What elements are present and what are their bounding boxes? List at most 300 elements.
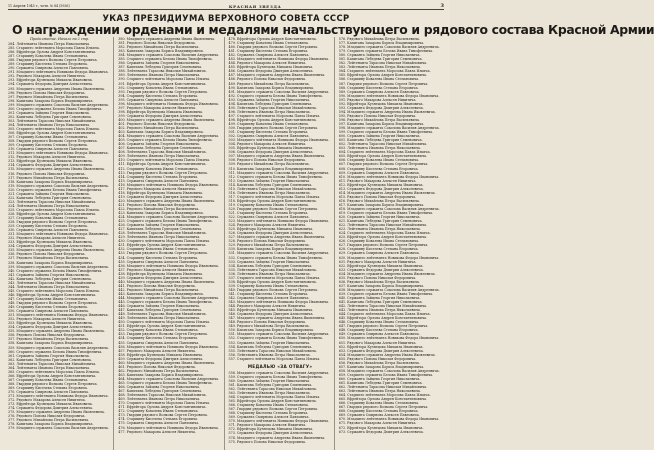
award-entry: 308. Гвардии рядового Волкова Сергея Петровича. (8, 139, 98, 144)
award-entry: 494. Капитана Лебедева Григория Семеновича. (228, 101, 313, 106)
award-entry: 459. Сержанта Федорова Дмитрия Алексеевича. (118, 356, 204, 361)
award-entry: 665. Ефрейтора Орлова Андрея Константиновича. (338, 397, 428, 402)
award-entry: 440. Младшего сержанта Андреева Ивана Яковлевича. (118, 279, 216, 284)
award-entry: 442. Рядового Михайлова Петра Васильевича. (118, 287, 200, 292)
award-entry: 349. Старшину Киселева Степана Егоровича. (8, 305, 88, 310)
award-entry: 618. Младшего сержанта Соколова Василия Андреевича. (338, 206, 440, 211)
award-entry: 397. Рядового Макарова Алексея Никитича. (118, 105, 196, 110)
award-entry: 465. Старшего сержанта Белова Ивана Тимофеевича. (118, 380, 213, 385)
award-entry: 433. Гвардии рядового Волкова Сергея Петровича. (118, 251, 208, 256)
award-entry: 562. Лейтенанта Тарасова Николая Михайловича. (228, 386, 317, 391)
award-entry: 483. Младшего лейтенанта Новикова Федора Ивановича. (228, 57, 330, 62)
award-entry: 435. Сержанта Смирнова Алексея Павловича. (118, 259, 200, 264)
award-entry: 360. Старшего сержанта Белова Ивана Тимофеевича. (8, 349, 103, 354)
award-entry: 439. Сержанта Федорова Дмитрия Алексеевича. (118, 275, 204, 280)
award-entry: 574. Младшего сержанта Андреева Ивана Яковлевича. (228, 435, 326, 440)
award-entry: 472. Старшину Ковалева Ивана Степановича. (118, 409, 199, 414)
award-entry: 640. Сержанта Зайцева Георгия Николаевича. (338, 296, 421, 300)
award-entry: 449. Лейтенанта Иванова Петра Николаевича. (118, 316, 201, 321)
award-entry: 286. Ефрейтора Орлова Андрея Константиновича. (8, 50, 97, 55)
entry-list (8, 42, 111, 431)
award-entry: 305. Старшего лейтенанта Морозова Павла Ильича. (8, 126, 100, 131)
award-entry: 400. Младшего сержанта Андреева Ивана Яковлевича. (118, 117, 216, 122)
award-entry: 583. Лейтенанта Иванова Петра Николаевича. (338, 65, 421, 70)
award-entry: 492. Старшего сержанта Белова Ивана Тимофеевича. (228, 93, 323, 98)
award-entry: 454. Старшину Киселева Степана Егоровича. (118, 336, 199, 341)
award-entry: 415. Сержанта Смирнова Алексея Павловича. (118, 178, 200, 183)
award-entry: 604. Старшего лейтенанта Морозова Павла Ильича. (338, 150, 431, 155)
award-entry: 335. Младшего сержанта Андреева Ивана Яковлевича. (8, 248, 105, 253)
award-entry: 592. Ефрейтора Кузнецова Михаила Ивановича. (338, 101, 424, 106)
award-entry: 657. Капитана Захарова Бориса Владимировича. (338, 364, 425, 369)
award-entry: 404. Младшего сержанта Соколова Василия Андреевича. (118, 134, 220, 139)
award-entry: 490. Капитана Захарова Бориса Владимировича. (228, 85, 315, 90)
award-entry: 548. Рядового Попова Николая Федоровича. (228, 320, 307, 325)
award-entry: 448. Лейтенанта Тарасова Николая Михайловича. (118, 312, 207, 317)
award-entry: 661. Капитана Лебедева Григория Семеновича. (338, 380, 423, 385)
award-entry: 624. Старшего лейтенанта Морозова Павла Ильича. (338, 231, 431, 236)
award-entry: 512. Старшего сержанта Белова Ивана Тимофеевича. (228, 174, 323, 179)
award-entry: 401. Рядового Попова Николая Федоровича. (118, 121, 196, 126)
award-entry: 370. Сержанта Смирнова Алексея Павловича. (8, 390, 90, 395)
award-entry: 535. Лейтенанта Тарасова Николая Михайловича. (228, 267, 317, 272)
award-entry: 407. Капитана Лебедева Григория Семеновича. (118, 146, 203, 151)
award-entry: 284. Лейтенанта Иванова Петра Николаевича. (8, 42, 91, 46)
award-entry: 658. Младшего сержанта Соколова Василия Андреевича. (338, 368, 440, 373)
entry-list (229, 371, 332, 444)
award-entry: 488. Рядового Попова Николая Федоровича. (228, 77, 307, 82)
award-entry: 491. Младшего сержанта Соколова Василия Андреевича. (228, 89, 330, 94)
award-entry: 469. Лейтенанта Иванова Петра Николаевича. (118, 397, 201, 402)
award-entry: 319. Младшего сержанта Соколова Василия Андреевича. (8, 183, 109, 188)
award-entry: 310. Сержанта Смирнова Алексея Павловича. (8, 147, 90, 152)
award-entry: 417. Рядового Макарова Алексея Никитича. (118, 186, 196, 191)
award-entry: 385. Старшего сержанта Белова Ивана Тимофеевича. (118, 57, 213, 62)
award-entry: 615. Рядового Попова Николая Федоровича. (338, 194, 417, 199)
award-entry: 633. Сержанта Федорова Дмитрия Алексеевича. (338, 267, 424, 272)
award-entry: 609. Сержанта Смирнова Алексея Павловича. (338, 170, 420, 175)
award-entry: 426. Сержанта Зайцева Георгия Николаевича. (118, 223, 201, 228)
award-entry: 558. Младшего сержанта Соколова Василия Андреевича. (228, 370, 330, 375)
award-entry: 355. Младшего сержанта Андреева Ивана Яковлевича. (8, 329, 105, 334)
award-entry: 646. Старшину Ковалева Ивана Степановича. (338, 320, 420, 325)
award-entry: 651. Рядового Макарова Алексея Никитича. (338, 340, 417, 345)
award-entry: 605. Ефрейтора Орлова Андрея Константиновича. (338, 154, 428, 159)
award-entry: 531. Младшего сержанта Соколова Василия Андреевича. (228, 251, 330, 256)
award-entry: 361. Сержанта Зайцева Георгия Николаевича. (8, 353, 90, 358)
award-entry: 570. Младшего лейтенанта Новикова Федора Ивановича. (228, 419, 330, 424)
award-entry: 313. Ефрейтора Кузнецова Михаила Ивановича. (8, 159, 93, 164)
award-entry: 285. Старшего лейтенанта Морозова Павла Ильича. (8, 46, 100, 51)
award-entry: 406. Сержанта Зайцева Георгия Николаевича. (118, 142, 201, 147)
award-entry: 422. Рядового Михайлова Петра Васильевича. (118, 206, 200, 211)
award-entry: 410. Старшего лейтенанта Морозова Павла Ильича. (118, 158, 211, 163)
award-entry: 591. Рядового Макарова Алексея Никитича. (338, 97, 417, 102)
award-entry: 429. Лейтенанта Иванова Петра Николаевича. (118, 235, 201, 240)
award-entry: 445. Старшего сержанта Белова Ивана Тимофеевича. (118, 300, 213, 305)
award-entry: 587. Гвардии рядового Волкова Сергея Петровича. (338, 81, 429, 86)
award-entry: 468. Лейтенанта Тарасова Николая Михайловича. (118, 393, 207, 398)
award-entry: 610. Младшего лейтенанта Новикова Федора Ивановича. (338, 174, 440, 179)
award-entry: 560. Сержанта Зайцева Георгия Николаевича. (228, 378, 311, 383)
award-entry: 518. Ефрейтора Орлова Андрея Константиновича. (228, 198, 317, 203)
award-entry: 670. Младшего лейтенанта Новикова Федора Ивановича. (338, 417, 440, 422)
award-entry: 457. Рядового Макарова Алексея Никитича. (118, 348, 196, 353)
award-entry: 344. Лейтенанта Иванова Петра Николаевича. (8, 284, 91, 289)
award-entry: 359. Младшего сержанта Соколова Василия Андреевича. (8, 345, 109, 350)
award-entry: 451. Ефрейтора Орлова Андрея Константиновича. (118, 324, 207, 329)
award-entry: 446. Сержанта Зайцева Георгия Николаевича. (118, 304, 201, 309)
award-entry: 351. Младшего лейтенанта Новикова Федора Ивановича. (8, 313, 109, 318)
award-entry: 299. Младшего сержанта Соколова Василия Андреевича. (8, 102, 109, 107)
award-entry: 585. Ефрейтора Орлова Андрея Константиновича. (338, 73, 428, 78)
award-entry: 617. Капитана Захарова Бориса Владимировича. (338, 202, 425, 207)
award-entry: 603. Лейтенанта Иванова Петра Николаевича. (338, 146, 421, 151)
award-entry: 520. Гвардии рядового Волкова Сергея Петровича. (228, 206, 319, 211)
award-entry: 547. Младшего сержанта Андреева Ивана Яковлевича. (228, 316, 326, 321)
award-entry: 568. Старшину Киселева Степана Егоровича. (228, 411, 309, 416)
award-entry: 297. Рядового Михайлова Петра Васильевича. (8, 94, 90, 99)
award-entry: 499. Старшину Ковалева Ивана Степановича. (228, 121, 309, 126)
award-entry: 666. Старшину Ковалева Ивана Степановича. (338, 401, 420, 406)
page-headline: О награждении орденами и медалями начальствующего и рядового состава Красной Армии (12, 22, 654, 37)
award-entry: 634. Младшего сержанта Андреева Ивана Яковлевича. (338, 271, 436, 276)
award-entry: 517. Старшего лейтенанта Морозова Павла Ильича. (228, 194, 321, 199)
award-entry: 546. Сержанта Федорова Дмитрия Алексеевича. (228, 312, 314, 317)
award-entry: 425. Старшего сержанта Белова Ивана Тимофеевича. (118, 219, 213, 224)
column-3 (229, 37, 335, 450)
award-entry: 338. Капитана Захарова Бориса Владимировича. (8, 260, 94, 265)
award-entry: 649. Сержанта Смирнова Алексея Павловича. (338, 332, 420, 337)
award-entry: 341. Сержанта Зайцева Георгия Николаевича. (8, 272, 90, 277)
award-entry: 642. Лейтенанта Тарасова Николая Михайловича. (338, 304, 428, 309)
award-entry: 589. Сержанта Смирнова Алексея Павловича. (338, 89, 420, 94)
award-entry: 477. Рядового Макарова Алексея Никитича. (118, 429, 196, 434)
award-entry: 373. Ефрейтора Кузнецова Михаила Ивановича. (8, 402, 93, 407)
award-entry: 533. Сержанта Зайцева Георгия Николаевича. (228, 259, 311, 264)
award-entry: 614. Младшего сержанта Андреева Ивана Яковлевича. (338, 190, 436, 195)
award-entry: 669. Сержанта Смирнова Алексея Павловича. (338, 413, 420, 418)
award-entry: 635. Рядового Попова Николая Федоровича. (338, 275, 417, 280)
award-entry: 431. Ефрейтора Орлова Андрея Константиновича. (118, 243, 207, 248)
award-entry: 662. Лейтенанта Тарасова Николая Михайловича. (338, 385, 428, 390)
entry-list (229, 37, 332, 361)
award-entry: 458. Ефрейтора Кузнецова Михаила Ивановича. (118, 352, 204, 357)
award-entry: 321. Сержанта Зайцева Георгия Николаевича. (8, 191, 90, 196)
award-entry: 414. Старшину Киселева Степана Егоровича. (118, 174, 199, 179)
award-entry: 523. Младшего лейтенанта Новикова Федора Ивановича. (228, 219, 330, 224)
award-entry: 399. Сержанта Федорова Дмитрия Алексеевича. (118, 113, 204, 118)
award-entry: 346. Ефрейтора Орлова Андрея Константиновича. (8, 292, 97, 297)
award-entry: 340. Старшего сержанта Белова Ивана Тимофеевича. (8, 268, 103, 273)
award-entry: 578. Младшего сержанта Соколова Василия Андреевича. (338, 45, 440, 50)
award-entry: 403. Капитана Захарова Бориса Владимировича. (118, 130, 204, 135)
award-entry: 381. Рядового Попова Николая Федоровича. (118, 41, 196, 46)
award-entry: 379. Младшего сержанта Соколова Василия Андреевича. (8, 426, 109, 431)
award-entry: 588. Старшину Киселева Степана Егоровича. (338, 85, 419, 90)
award-entry: 637. Капитана Захарова Бориса Владимировича. (338, 283, 425, 288)
award-entry: 367. Старшину Ковалева Ивана Степановича. (8, 377, 89, 382)
award-entry: 362. Капитана Лебедева Григория Семеновича. (8, 357, 92, 362)
award-entry: 631. Рядового Макарова Алексея Никитича. (338, 259, 417, 264)
column-2 (118, 37, 224, 450)
award-entry: 487. Младшего сержанта Андреева Ивана Яковлевича. (228, 73, 326, 78)
award-entry: 495. Лейтенанта Тарасова Николая Михайловича. (228, 105, 317, 110)
award-entry: 292. Рядового Макарова Алексея Никитича. (8, 74, 86, 79)
award-entry: 629. Сержанта Смирнова Алексея Павловича. (338, 251, 420, 256)
award-entry: 390. Старшего лейтенанта Морозова Павла Ильича. (118, 77, 211, 82)
entry-list (339, 37, 442, 434)
award-entry: 673. Сержанта Федорова Дмитрия Алексеевича. (338, 429, 424, 434)
award-entry: 369. Старшину Киселева Степана Егоровича. (8, 385, 88, 390)
award-entry: 296. Рядового Попова Николая Федоровича. (8, 90, 86, 95)
award-entry: 621. Капитана Лебедева Григория Семеновича. (338, 219, 423, 224)
award-entry: 470. Старшего лейтенанта Морозова Павла Ильича. (118, 401, 211, 406)
award-entry: 301. Сержанта Зайцева Георгия Николаевича. (8, 110, 90, 115)
award-entry: 581. Капитана Лебедева Григория Семеновича. (338, 57, 423, 62)
award-entry: 573. Сержанта Федорова Дмитрия Алексеевича. (228, 431, 314, 436)
award-entry: 330. Сержанта Смирнова Алексея Павловича. (8, 228, 90, 233)
award-entry: 601. Капитана Лебедева Григория Семеновича. (338, 138, 423, 143)
award-entry: 542. Сержанта Смирнова Алексея Павловича. (228, 296, 310, 300)
award-entry: 327. Старшину Ковалева Ивана Степановича. (8, 216, 89, 221)
award-entry: 396. Младшего лейтенанта Новикова Федора Ивановича. (118, 101, 219, 106)
award-entry: 294. Сержанта Федорова Дмитрия Алексеевича. (8, 82, 93, 87)
award-entry: 371. Младшего лейтенанта Новикова Федора Ивановича. (8, 394, 109, 399)
award-entry: 473. Гвардии рядового Волкова Сергея Петровича. (118, 413, 208, 418)
award-entry: 302. Капитана Лебедева Григория Семеновича. (8, 114, 92, 119)
award-entry: 530. Капитана Захарова Бориса Владимировича. (228, 247, 315, 252)
award-entry: 317. Рядового Михайлова Петра Васильевича. (8, 175, 90, 180)
award-entry: 315. Младшего сержанта Андреева Ивана Яковлевича. (8, 167, 105, 172)
award-entry: 374. Сержанта Федорова Дмитрия Алексеевича. (8, 406, 93, 411)
award-entry: 571. Рядового Макарова Алексея Никитича. (228, 423, 307, 428)
award-entry: 647. Гвардии рядового Волкова Сергея Петровича. (338, 324, 429, 329)
award-entry: 419. Сержанта Федорова Дмитрия Алексеевича. (118, 194, 204, 199)
award-entry: 579. Старшего сержанта Белова Ивана Тимофеевича. (338, 49, 434, 54)
award-entry: 293. Ефрейтора Кузнецова Михаила Ивановича. (8, 78, 93, 83)
award-entry: 489. Рядового Михайлова Петра Васильевича. (228, 81, 310, 86)
award-entry: 671. Рядового Макарова Алексея Никитича. (338, 421, 417, 426)
award-entry: 402. Рядового Михайлова Петра Васильевича. (118, 126, 200, 131)
award-entry: 619. Старшего сержанта Белова Ивана Тимофеевича. (338, 211, 434, 216)
award-entry: 510. Капитана Захарова Бориса Владимировича. (228, 166, 315, 171)
masthead (8, 3, 444, 10)
award-entry: 536. Лейтенанта Иванова Петра Николаевича. (228, 271, 311, 276)
award-entry: 443. Капитана Захарова Бориса Владимировича. (118, 291, 204, 296)
award-entry: 577. Капитана Захарова Бориса Владимировича. (338, 41, 425, 46)
award-entry: 608. Старшину Киселева Степана Егоровича. (338, 166, 419, 171)
award-entry: 580. Сержанта Зайцева Георгия Николаевича. (338, 53, 421, 58)
award-entry: 447. Капитана Лебедева Григория Семеновича. (118, 308, 203, 313)
award-entry: 386. Сержанта Зайцева Георгия Николаевича. (118, 61, 201, 66)
award-entry: 655. Рядового Попова Николая Федоровича. (338, 356, 417, 361)
award-entry: 478. Ефрейтора Орлова Андрея Константиновича. (228, 37, 317, 41)
award-entry: 672. Ефрейтора Кузнецова Михаила Ивановича. (338, 425, 424, 430)
award-entry: 553. Сержанта Зайцева Георгия Николаевича. (228, 340, 311, 345)
award-entry: 625. Ефрейтора Орлова Андрея Константиновича. (338, 235, 428, 240)
award-entry: 514. Капитана Лебедева Григория Семеновича. (228, 182, 313, 187)
award-entry: 476. Младшего лейтенанта Новикова Федора Ивановича. (118, 425, 219, 430)
award-entry: 363. Лейтенанта Тарасова Николая Михайловича. (8, 361, 97, 366)
award-entry: 329. Старшину Киселева Степана Егоровича. (8, 224, 88, 229)
award-entry: 652. Ефрейтора Кузнецова Михаила Ивановича. (338, 344, 424, 349)
award-entry: 632. Ефрейтора Кузнецова Михаила Ивановича. (338, 263, 424, 268)
award-entry: 479. Старшину Ковалева Ивана Степановича. (228, 41, 309, 46)
award-entry: 391. Ефрейтора Орлова Андрея Константиновича. (118, 81, 207, 86)
award-entry: 534. Капитана Лебедева Григория Семеновича. (228, 263, 313, 268)
award-entry: 597. Капитана Захарова Бориса Владимировича. (338, 121, 425, 126)
award-entry: 380. Младшего сержанта Андреева Ивана Яковлевича. (118, 37, 216, 41)
award-entry: 464. Младшего сержанта Соколова Василия Андреевича. (118, 376, 220, 381)
award-entry: 539. Старшину Ковалева Ивана Степановича. (228, 283, 309, 288)
award-entry: 474. Старшину Киселева Степана Егоровича. (118, 417, 199, 422)
award-entry: 612. Ефрейтора Кузнецова Михаила Ивановича. (338, 182, 424, 187)
award-entry: 325. Старшего лейтенанта Морозова Павла Ильича. (8, 207, 100, 212)
award-entry: 584. Старшего лейтенанта Морозова Павла Ильича. (338, 69, 431, 74)
award-entry: 628. Старшину Киселева Степана Егоровича. (338, 247, 419, 252)
award-entry: 463. Капитана Захарова Бориса Владимировича. (118, 372, 204, 377)
award-entry: 664. Старшего лейтенанта Морозова Павла Ильича. (338, 393, 431, 398)
award-entry: 450. Старшего лейтенанта Морозова Павла Ильича. (118, 320, 211, 325)
award-entry: 552. Старшего сержанта Белова Ивана Тимофеевича. (228, 336, 323, 341)
award-entry: 643. Лейтенанта Иванова Петра Николаевича. (338, 308, 421, 313)
award-entry: 388. Лейтенанта Тарасова Николая Михайловича. (118, 69, 207, 74)
award-entry: 376. Рядового Попова Николая Федоровича. (8, 414, 86, 419)
medal-section-heading: МЕДАЛЬЮ «ЗА ОТВАГУ» (247, 363, 313, 369)
award-entry: 505. Ефрейтора Кузнецова Михаила Ивановича. (228, 146, 314, 151)
award-entry: 466. Сержанта Зайцева Георгия Николаевича. (118, 385, 201, 390)
award-entry: 460. Младшего сержанта Андреева Ивана Яковлевича. (118, 360, 216, 365)
award-entry: 596. Рядового Михайлова Петра Васильевича. (338, 117, 420, 122)
award-entry: 515. Лейтенанта Тарасова Николая Михайловича. (228, 186, 317, 191)
award-entry: 322. Капитана Лебедева Григория Семеновича. (8, 195, 92, 200)
award-entry: 316. Рядового Попова Николая Федоровича. (8, 171, 86, 176)
award-entry: 364. Лейтенанта Иванова Петра Николаевича. (8, 365, 91, 370)
award-entry: 291. Младшего лейтенанта Новикова Федора Ивановича. (8, 70, 109, 75)
award-entry: 300. Старшего сержанта Белова Ивана Тимофеевича. (8, 106, 103, 111)
award-entry: 532. Старшего сержанта Белова Ивана Тимофеевича. (228, 255, 323, 260)
award-entry: 551. Младшего сержанта Соколова Василия Андреевича. (228, 332, 330, 337)
award-entry: 481. Старшину Киселева Степана Егоровича. (228, 49, 309, 54)
award-entry: 623. Лейтенанта Иванова Петра Николаевича. (338, 227, 421, 232)
award-entry: 357. Рядового Михайлова Петра Васильевича. (8, 337, 90, 342)
award-entry: 332. Рядового Макарова Алексея Никитича. (8, 236, 86, 241)
award-entry: 502. Сержанта Смирнова Алексея Павловича. (228, 134, 310, 139)
award-entry: 660. Сержанта Зайцева Георгия Николаевича. (338, 376, 421, 381)
page-number: 3 (440, 3, 444, 9)
award-entry: 486. Сержанта Федорова Дмитрия Алексеевича. (228, 69, 314, 74)
award-entry: 650. Младшего лейтенанта Новикова Федора Ивановича. (338, 336, 440, 341)
award-entry: 434. Старшину Киселева Степана Егоровича. (118, 255, 199, 260)
award-entry: 626. Старшину Ковалева Ивана Степановича. (338, 239, 420, 244)
award-entry: 561. Капитана Лебедева Григория Семеновича. (228, 382, 313, 387)
award-entry: 383. Капитана Захарова Бориса Владимировича. (118, 49, 204, 54)
award-entry: 501. Старшину Киселева Степана Егоровича. (228, 130, 309, 135)
award-entry: 516. Лейтенанта Иванова Петра Николаевича. (228, 190, 311, 195)
award-entry: 350. Сержанта Смирнова Алексея Павловича. (8, 309, 90, 314)
award-entry: 416. Младшего лейтенанта Новикова Федора Ивановича. (118, 182, 219, 187)
award-entry: 411. Ефрейтора Орлова Андрея Константиновича. (118, 162, 207, 167)
award-entry: 384. Младшего сержанта Соколова Василия Андреевича. (118, 53, 220, 58)
award-entry: 408. Лейтенанта Тарасова Николая Михайловича. (118, 150, 207, 155)
award-entry: 452. Старшину Ковалева Ивана Степановича. (118, 328, 199, 333)
award-entry: 659. Старшего сержанта Белова Ивана Тимофеевича. (338, 372, 434, 377)
award-entry: 348. Гвардии рядового Волкова Сергея Петровича. (8, 301, 98, 305)
award-entry: 550. Капитана Захарова Бориса Владимировича. (228, 328, 315, 333)
award-entry: 569. Сержанта Смирнова Алексея Павловича. (228, 415, 310, 420)
award-entry: 290. Сержанта Смирнова Алексея Павловича. (8, 66, 90, 71)
award-entry: 409. Лейтенанта Иванова Петра Николаевича. (118, 154, 201, 159)
award-entry: 475. Сержанта Смирнова Алексея Павловича. (118, 421, 200, 426)
award-entry: 311. Младшего лейтенанта Новикова Федора Ивановича. (8, 151, 109, 156)
award-entry: 395. Сержанта Смирнова Алексея Павловича. (118, 97, 200, 102)
award-entry: 567. Гвардии рядового Волкова Сергея Петровича. (228, 407, 319, 412)
award-entry: 444. Младшего сержанта Соколова Василия Андреевича. (118, 296, 220, 300)
award-entry: 337. Рядового Михайлова Петра Васильевича. (8, 256, 90, 261)
award-entry: 630. Младшего лейтенанта Новикова Федора Ивановича. (338, 255, 440, 260)
award-entry: 471. Ефрейтора Орлова Андрея Константиновича. (118, 405, 207, 410)
award-entry: 638. Младшего сержанта Соколова Василия Андреевича. (338, 287, 440, 292)
award-entry: 526. Сержанта Федорова Дмитрия Алексеевича. (228, 231, 314, 236)
award-entry: 432. Старшину Ковалева Ивана Степановича. (118, 247, 199, 252)
award-entry: 622. Лейтенанта Тарасова Николая Михайловича. (338, 223, 428, 228)
award-entry: 566. Старшину Ковалева Ивана Степановича. (228, 403, 309, 408)
award-entry: 378. Капитана Захарова Бориса Владимировича. (8, 422, 94, 427)
award-entry: 288. Гвардии рядового Волкова Сергея Петровича. (8, 58, 98, 63)
award-entry: 295. Младшего сержанта Андреева Ивана Яковлевича. (8, 86, 105, 91)
award-entry: 595. Рядового Попова Николая Федоровича. (338, 113, 417, 118)
award-entry: 343. Лейтенанта Тарасова Николая Михайловича. (8, 280, 97, 285)
award-entry: 613. Сержанта Федорова Дмитрия Алексеевича. (338, 186, 424, 191)
award-entry: 544. Рядового Макарова Алексея Никитича. (228, 304, 307, 309)
award-entry: 356. Рядового Попова Николая Федоровича. (8, 333, 86, 338)
award-entry: 511. Младшего сержанта Соколова Василия Андреевича. (228, 170, 330, 175)
award-entry: 509. Рядового Михайлова Петра Васильевича. (228, 162, 310, 167)
award-entry: 392. Старшину Ковалева Ивана Степановича. (118, 85, 199, 90)
award-entry: 345. Старшего лейтенанта Морозова Павла Ильича. (8, 288, 100, 293)
award-entry: 508. Рядового Попова Николая Федоровича. (228, 158, 307, 163)
award-entry: 306. Ефрейтора Орлова Андрея Константиновича. (8, 131, 97, 136)
award-entry: 480. Гвардии рядового Волкова Сергея Петровича. (228, 45, 319, 50)
award-entry: 372. Рядового Макарова Алексея Никитича. (8, 398, 86, 403)
award-entry: 557. Старшего лейтенанта Морозова Павла Ильича. (228, 356, 321, 361)
award-entry: 377. Рядового Михайлова Петра Васильевича. (8, 418, 90, 423)
award-entry: 525. Ефрейтора Кузнецова Михаила Ивановича. (228, 227, 314, 232)
award-entry: 627. Гвардии рядового Волкова Сергея Петровича. (338, 243, 429, 248)
award-entry: 387. Капитана Лебедева Григория Семеновича. (118, 65, 203, 70)
award-entry: 333. Ефрейтора Кузнецова Михаила Ивановича. (8, 240, 93, 245)
award-entry: 307. Старшину Ковалева Ивана Степановича. (8, 135, 89, 140)
award-entry: 497. Старшего лейтенанта Морозова Павла Ильича. (228, 113, 321, 118)
award-entry: 496. Лейтенанта Иванова Петра Николаевича. (228, 109, 311, 114)
award-entry: 324. Лейтенанта Иванова Петра Николаевича. (8, 203, 91, 208)
award-entry: 528. Рядового Попова Николая Федоровича. (228, 239, 307, 244)
award-entry: 413. Гвардии рядового Волкова Сергея Петровича. (118, 170, 208, 175)
award-entry: 524. Рядового Макарова Алексея Никитича. (228, 223, 307, 228)
award-entry: 582. Лейтенанта Тарасова Николая Михайловича. (338, 61, 428, 66)
award-entry: 529. Рядового Михайлова Петра Васильевича. (228, 243, 310, 248)
award-entry: 382. Рядового Михайлова Петра Васильевича. (118, 45, 200, 50)
award-entry: 667. Гвардии рядового Волкова Сергея Петровича. (338, 405, 429, 410)
award-entry: 328. Гвардии рядового Волкова Сергея Петровича. (8, 220, 98, 225)
award-entry: 354. Сержанта Федорова Дмитрия Алексеевича. (8, 325, 93, 330)
award-entry: 500. Гвардии рядового Волкова Сергея Петровича. (228, 126, 319, 131)
award-entry: 549. Рядового Михайлова Петра Васильевича. (228, 324, 310, 329)
award-entry: 412. Старшину Ковалева Ивана Степановича. (118, 166, 199, 171)
award-entry: 418. Ефрейтора Кузнецова Михаила Ивановича. (118, 190, 204, 195)
award-entry: 600. Сержанта Зайцева Георгия Николаевича. (338, 134, 421, 139)
